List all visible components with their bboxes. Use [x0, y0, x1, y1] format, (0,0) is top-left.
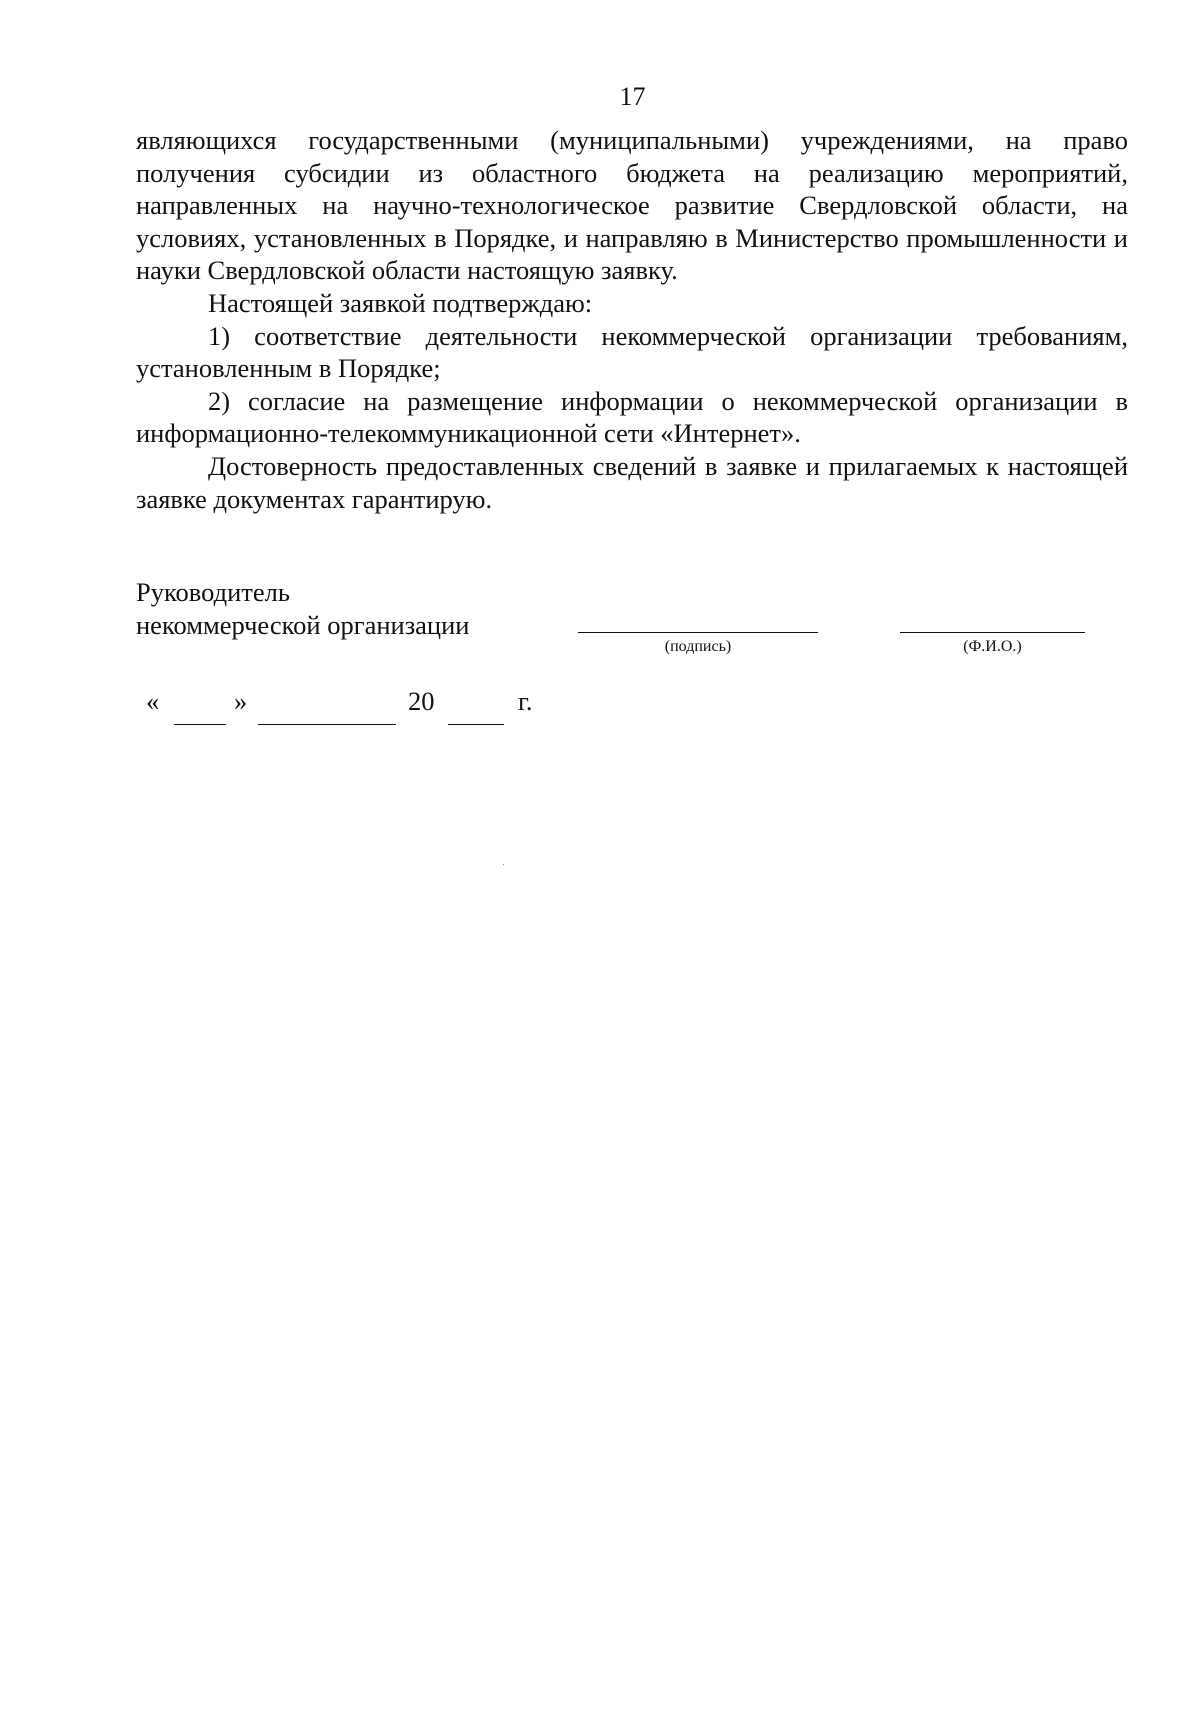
signatory-title-line-2: некоммерческой организации — [136, 610, 470, 640]
name-caption: (Ф.И.О.) — [963, 638, 1022, 655]
paragraph-intro: являющихся государственными (муниципальными) учреждениями, на право получения субсидии из областного бюджета на реализацию мероприятий, направленных на научно-технологическое развитие Свердловской области, на условиях, установленных в Порядке, и направляю в Министерство промышленности и науки Свердловской области настоящую заявку. — [136, 125, 1128, 286]
signatory-title-line-1: Руководитель — [136, 577, 290, 607]
date-close-quote: » — [234, 686, 248, 716]
scan-speck — [503, 864, 504, 865]
paragraph-guarantee: Достоверность предоставленных сведений в заявке и прилагаемых к настоящей заявке документах гарантирую. — [136, 450, 1128, 514]
date-day-line — [174, 724, 226, 725]
date-month-line — [258, 724, 396, 725]
name-line — [900, 632, 1085, 633]
paragraph-confirm-heading: Настоящей заявкой подтверждаю: — [208, 287, 593, 318]
date-year-prefix: 20 — [408, 686, 435, 716]
signatory-title — [136, 576, 469, 642]
date-year-suffix: г. — [518, 686, 533, 716]
page-number: 17 — [619, 82, 646, 111]
date-year-line — [448, 724, 504, 725]
paragraph-item-2: 2) согласие на размещение информации о некоммерческой организации в информационно-телекоммуникационной сети «Интернет». — [136, 385, 1128, 449]
paragraph-item-1: 1) соответствие деятельности некоммерческой организации требованиям, установленным в Порядке; — [136, 320, 1128, 384]
signature-line — [578, 632, 818, 633]
date-open-quote: « — [146, 686, 160, 716]
signature-caption: (подпись) — [664, 638, 732, 655]
body-text — [136, 124, 1128, 515]
